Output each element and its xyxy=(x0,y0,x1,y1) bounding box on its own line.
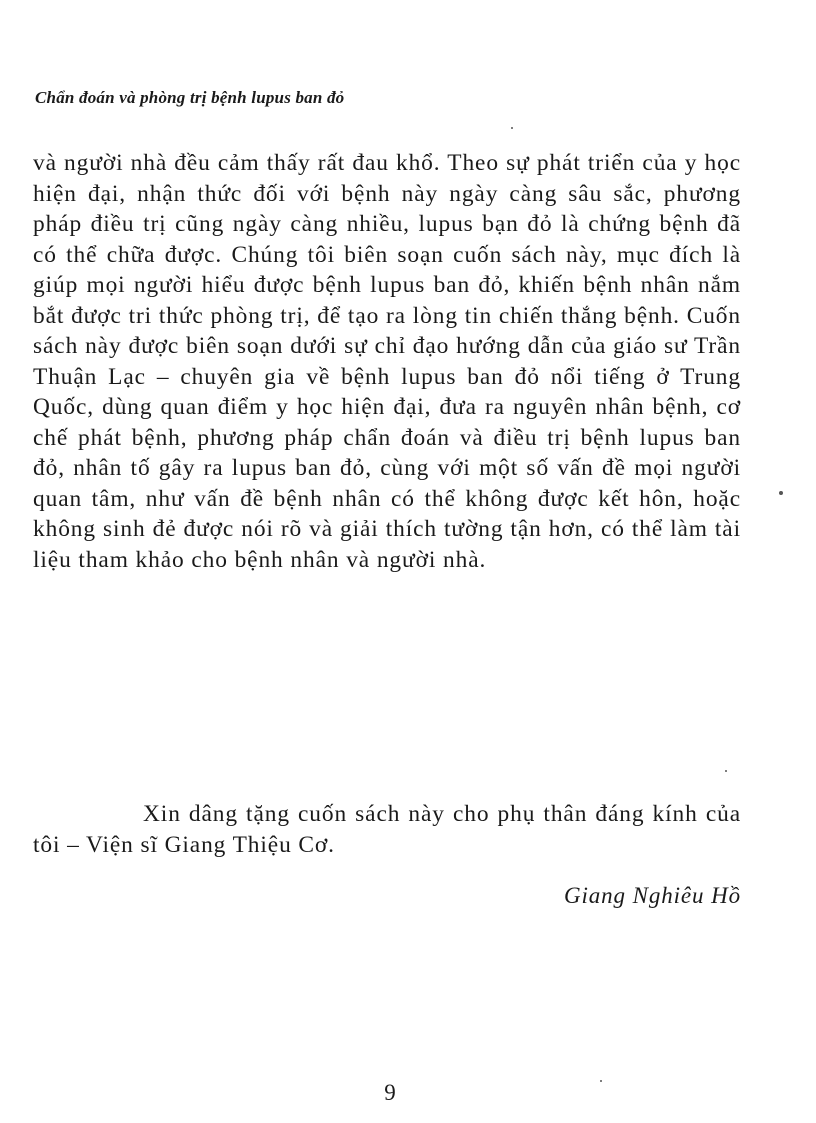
running-header: Chẩn đoán và phòng trị bệnh lupus ban đỏ xyxy=(35,88,345,107)
scan-speck xyxy=(779,491,783,495)
scan-speck xyxy=(511,127,513,129)
scan-speck xyxy=(600,1080,602,1082)
author-signature: Giang Nghiêu Hồ xyxy=(563,883,741,908)
body-paragraph: và người nhà đều cảm thấy rất đau khổ. Theo sự phát triển của y học hiện đại, nhận thức đối với bệnh này ngày càng sâu sắc, phương pháp điều trị cũng ngày càng nhiều, lupus bạn đỏ là chứng bệnh đã có thể chữa được. Chúng tôi biên soạn cuốn sách này, mục đích là giúp mọi người hiểu được bệnh lupus ban đỏ, khiến bệnh nhân nắm bắt được tri thức phòng trị, để tạo ra lòng tin chiến thắng bệnh. Cuốn sách này được biên soạn dưới sự chỉ đạo hướng dẫn của giáo sư Trần Thuận Lạc – chuyên gia về bệnh lupus ban đỏ nổi tiếng ở Trung Quốc, dùng quan điểm y học hiện đại, đưa ra nguyên nhân bệnh, cơ chế phát bệnh, phương pháp chẩn đoán và điều trị bệnh lupus ban đỏ, nhân tố gây ra lupus ban đỏ, cùng với một số vấn đề mọi người quan tâm, như vấn đề bệnh nhân có thể không được kết hôn, hoặc không sinh đẻ được nói rõ và giải thích tường tận hơn, có thể làm tài liệu tham khảo cho bệnh nhân và người nhà. xyxy=(33,150,741,573)
page-number: 9 xyxy=(384,1080,396,1105)
dedication-paragraph: Xin dâng tặng cuốn sách này cho phụ thân đáng kính của tôi – Viện sĩ Giang Thiệu Cơ. xyxy=(33,801,741,858)
scan-speck xyxy=(725,770,727,772)
